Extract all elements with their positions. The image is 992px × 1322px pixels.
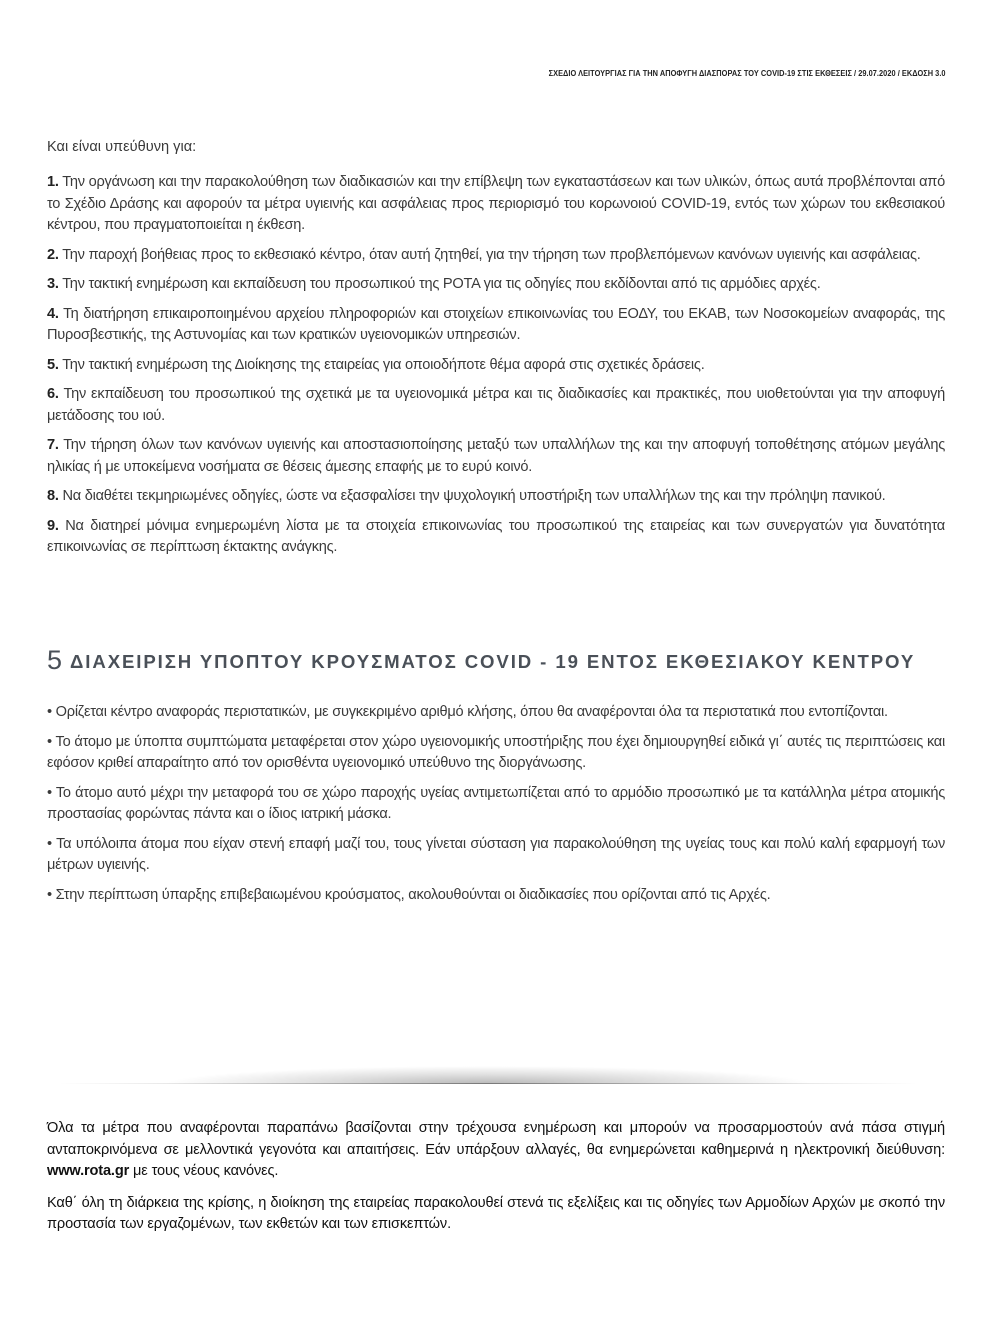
item-text: Την παροχή βοήθειας προς το εκθεσιακό κέντρο, όταν αυτή ζητηθεί, για την τήρηση των προβλεπόμενων κανόνων υγιεινής και ασφάλειας.	[58, 246, 921, 263]
bullet-item: • Το άτομο αυτό μέχρι την μεταφορά του σε χώρο παροχής υγείας αντιμετωπίζεται από το αρμόδιο προσωπικό με τα κατάλληλα μέτρα ατομικής προστασίας φορώντας πάντα και ο ίδιος ιατρική μάσκα.	[47, 784, 945, 822]
item-number: 9.	[47, 517, 59, 534]
bullet-item: • Ορίζεται κέντρο αναφοράς περιστατικών, με συγκεκριμένο αριθμό κλήσης, όπου θα αναφέρονται όλα τα περιστατικά που εντοπίζονται.	[47, 704, 888, 720]
bullet-item: • Το άτομο με ύποπτα συμπτώματα μεταφέρεται στον χώρο υγειονομικής υποστήριξης που έχει δημιουργηθεί ειδικά γι΄ αυτές τις περιπτώσεις και εφόσον κριθεί απαραίτητο από τον ορισθέντα υγειονομικό υπεύθυνο της διοργάνωσης.	[47, 733, 945, 771]
item-number: 6.	[47, 386, 59, 402]
responsibilities-list	[47, 172, 945, 567]
footer-text: με τους νέους κανόνες.	[129, 1163, 279, 1179]
footer-paragraph: Καθ΄ όλη τη διάρκεια της κρίσης, η διοίκηση της εταιρείας παρακολουθεί στενά τις εξελίξεις και τις οδηγίες των Αρμοδίων Αρχών με σκοπό την προστασία των εργαζομένων, των εκθετών και των επισκεπτών.	[47, 1194, 945, 1232]
website-link[interactable]: www.rota.gr	[47, 1163, 130, 1179]
running-header: ΣΧΕΔΙΟ ΛΕΙΤΟΥΡΓΙΑΣ ΓΙΑ ΤΗΝ ΑΠΟΦΥΓΗ ΔΙΑΣΠΟΡΑΣ ΤΟΥ COVID-19 ΣΤΙΣ ΕΚΘΕΣΕΙΣ / 29.07.2020 / ΕΚΔΟΣΗ 3.0	[549, 68, 946, 78]
list-item	[47, 172, 945, 237]
item-text: Τη διατήρηση επικαιροποιημένου αρχείου πληροφοριών και στοιχείων επικοινωνίας του ΕΟΔΥ, του ΕΚΑΒ, των Νοσοκομείων αναφοράς, της Πυροσβεστικής, της Αστυνομίας και των κρατικών υγειονομικών υπηρεσιών.	[47, 305, 945, 343]
list-item	[47, 245, 945, 267]
item-text: Την τήρηση όλων των κανόνων υγιεινής και αποστασιοποίησης μεταξύ των υπαλλήλων της και την αποφυγή τοποθέτησης ατόμων μεγάλης ηλικίας ή με υποκείμενα νοσήματα σε θέσεις άμεσης επαφής με το ευρύ κοινό.	[47, 437, 945, 475]
list-item	[47, 435, 945, 478]
section-number: 5	[47, 645, 63, 675]
list-item	[47, 274, 945, 296]
item-text: Την οργάνωση και την παρακολούθηση των διαδικασιών και την επίβλεψη των εγκαταστάσεων και των υλικών, όπως αυτά προβλέπονται από το Σχέδιο Δράσης και αφορούν τα μέτρα υγιεινής και ασφάλειας προς περιορισμό του κορωνοιού COVID-19, εντός των χώρων του εκθεσιακού κέντρου, που πραγματοποιείται η έκθεση.	[47, 174, 945, 233]
item-number: 5.	[47, 356, 59, 373]
item-number: 7.	[47, 437, 59, 453]
item-text: Να διατηρεί μόνιμα ενημερωμένη λίστα με τα στοιχεία επικοινωνίας του προσωπικού της εταιρείας και των συνεργατών για δυνατότητα επικοινωνίας σε περίπτωση έκτακτης ανάγκης.	[47, 517, 945, 555]
list-item	[47, 304, 945, 347]
footer-paragraph	[47, 1118, 945, 1183]
list-item	[47, 486, 945, 508]
footer-notes	[47, 1118, 945, 1246]
item-number: 4.	[47, 305, 59, 322]
item-text: Την εκπαίδευση του προσωπικού της σχετικά με τα υγειονομικά μέτρα και τις διαδικασίες και πρακτικές, που υιοθετούνται για την αποφυγή μετάδοσης του ιού.	[47, 386, 945, 424]
item-number: 3.	[47, 276, 59, 292]
footer-text: Όλα τα μέτρα που αναφέρονται παραπάνω βασίζονται στην τρέχουσα ενημέρωση και μπορούν να προσαρμοστούν ανά πάσα στιγμή ανταποκρινόμενα σε μελλοντικά γεγονότα και απαιτήσεις. Εάν υπάρξουν αλλαγές, θα ενημερώνεται καθημερινά η ηλεκτρονική διεύθυνση:	[47, 1120, 945, 1158]
bullet-item: • Στην περίπτωση ύπαρξης επιβεβαιωμένου κρούσματος, ακολουθούνται οι διαδικασίες που ορίζονται από τις Αρχές.	[47, 886, 771, 903]
section-bullets	[47, 702, 945, 914]
list-item	[47, 516, 945, 559]
item-text: Την τακτική ενημέρωση της Διοίκησης της εταιρείας για οποιοδήποτε θέμα αφορά στις σχετικές δράσεις.	[58, 356, 705, 373]
section-heading	[47, 645, 915, 676]
item-number: 2.	[47, 246, 59, 263]
item-number: 8.	[47, 488, 59, 504]
divider-line	[58, 1083, 918, 1084]
bullet-item: • Τα υπόλοιπα άτομα που είχαν στενή επαφή μαζί του, τους γίνεται σύσταση για παρακολούθηση της υγείας τους και πολύ καλή εφαρμογή των μέτρων υγιεινής.	[47, 835, 945, 873]
item-number: 1.	[47, 174, 59, 190]
list-item	[47, 355, 945, 377]
item-text: Να διαθέτει τεκμηριωμένες οδηγίες, ώστε να εξασφαλίσει την ψυχολογική υποστήριξη των υπαλλήλων της και την πρόληψη πανικού.	[58, 488, 886, 504]
intro-text: Και είναι υπεύθυνη για:	[47, 139, 197, 155]
section-title: ΔΙΑΧΕΙΡΙΣΗ ΥΠΟΠΤΟΥ ΚΡΟΥΣΜΑΤΟΣ COVID - 19 ΕΝΤΟΣ ΕΚΘΕΣΙΑΚΟΥ ΚΕΝΤΡΟΥ	[70, 651, 916, 672]
item-text: Την τακτική ενημέρωση και εκπαίδευση του προσωπικού της ΡΟΤΑ για τις οδηγίες που εκδίδονται από τις αρμόδιες αρχές.	[58, 276, 821, 292]
list-item	[47, 384, 945, 427]
shadow-divider	[58, 1060, 918, 1084]
